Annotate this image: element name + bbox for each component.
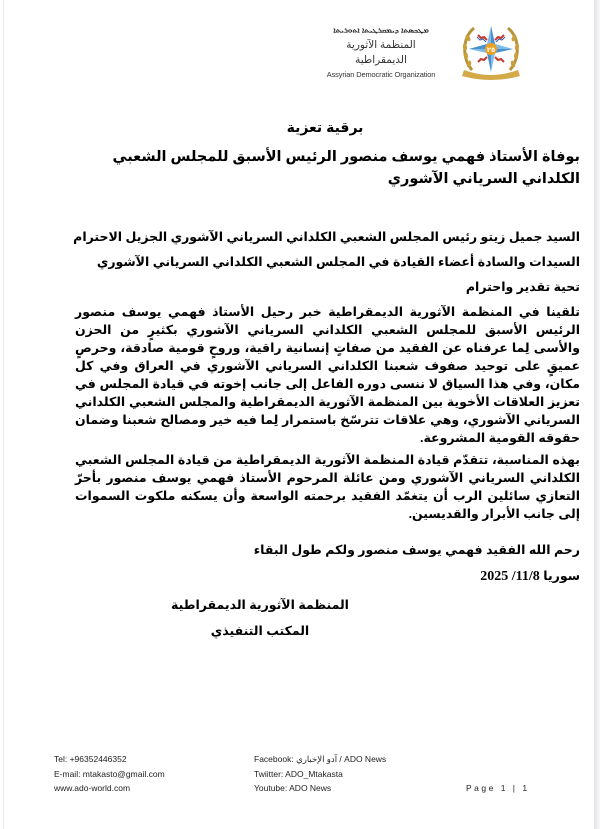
footer-email[interactable]: E-mail: mtakasto@gmail.com [54,768,165,779]
body-paragraph-2: بهذه المناسبة، تتقدّم قيادة المنظمة الآثورية الديمقراطية من قيادة المجلس الشعبي الكلداني السرياني الآشوري ومن عائلة المرحوم الأستاذ فهمي يوسف منصور بأحرّ التعازي سائلين الرب أن يتغمّد الفقيد برحمته الواسعة وأن يسكنه ملكوت السموات إلى جانب الأبرار والقديسين. [75,453,580,521]
ado-emblem-icon [458,22,524,82]
scrollbar-edge[interactable] [594,0,600,829]
letterhead-text [320,26,442,81]
footer-facebook[interactable]: Facebook: آدو الإخباري / ADO News [254,754,387,764]
svg-text:٢٥: ٢٥ [486,46,496,54]
syriac-org-name: ܡܛܟܣܬܐ ܕܝܡܩܪܛܝܬܐ ܐܬܘܪܝܬܐ [333,27,429,35]
signature-org: المنظمة الآثورية الديمقراطية [171,598,349,612]
english-org-name: Assyrian Democratic Organization [326,70,436,79]
footer-youtube[interactable]: Youtube: ADO News [254,783,332,793]
page-number: Page 1 | 1 [466,783,530,793]
signature-office: المكتب التنفيذي [210,624,310,638]
body-paragraph-1: تلقينا في المنظمة الآثورية الديمقراطية خبر رحيل الأستاذ فهمي يوسف منصور الرئيس الأسبق للمجلس الشعبي الكلداني السرياني الآشوري بكثيرٍ من الحزن والأسى لِما عرفناه عن الفقيد من صفاتٍ إنسانية راقية، وروحٍ قومية صادقة، وحرصٍ عميقٍ على توحيد صفوف شعبنا الكلداني السرياني الآشوري في العراق وفي كل مكان، وفي هذا السياق لا ننسى دوره الفاعل إلى جانب إخوته في قيادة المجلس في تعزيز العلاقات الأخوية بين المنظمة الآثورية الديمقراطية والمجلس الشعبي الكلداني السرياني الآشوري، وهي علاقات تترسّخ باستمرار لِما فيه خير ومصالح شعبنا وضمان حقوقه القومية المشروعة. [75,305,580,445]
place: سوريا [543,569,580,583]
place-date-line [80,568,580,585]
closing-line: رحم الله الفقيد فهمي يوسف منصور ولكم طول البقاء [253,543,580,557]
footer-social [254,752,386,796]
document-subject: بوفاة الأستاذ فهمي يوسف منصور الرئيس الأسبق للمجلس الشعبي الكلداني السرياني الآشوري [112,149,580,187]
date: 2025 /11/8 [480,569,540,584]
arabic-org-name: المنظمة الآثورية الديمقراطية [346,39,416,66]
addressee-line-1: السيد جميل زيتو رئيس المجلس الشعبي الكلداني السرياني الآشوري الجزيل الاحترام [73,230,580,244]
document-title: برقية تعزية [286,119,364,135]
greeting-line: تحية تقدير واحترام [465,280,580,294]
footer-twitter[interactable]: Twiitter: ADO_Mtakasta [254,768,343,779]
footer-contact [54,752,165,796]
footer-website[interactable]: www.ado-world.com [54,783,131,793]
footer-phone: Tel: +96352446352 [54,754,127,764]
addressee-line-2: السيدات والسادة أعضاء القيادة في المجلس الشعبي الكلداني السرياني الآشوري [96,255,580,269]
